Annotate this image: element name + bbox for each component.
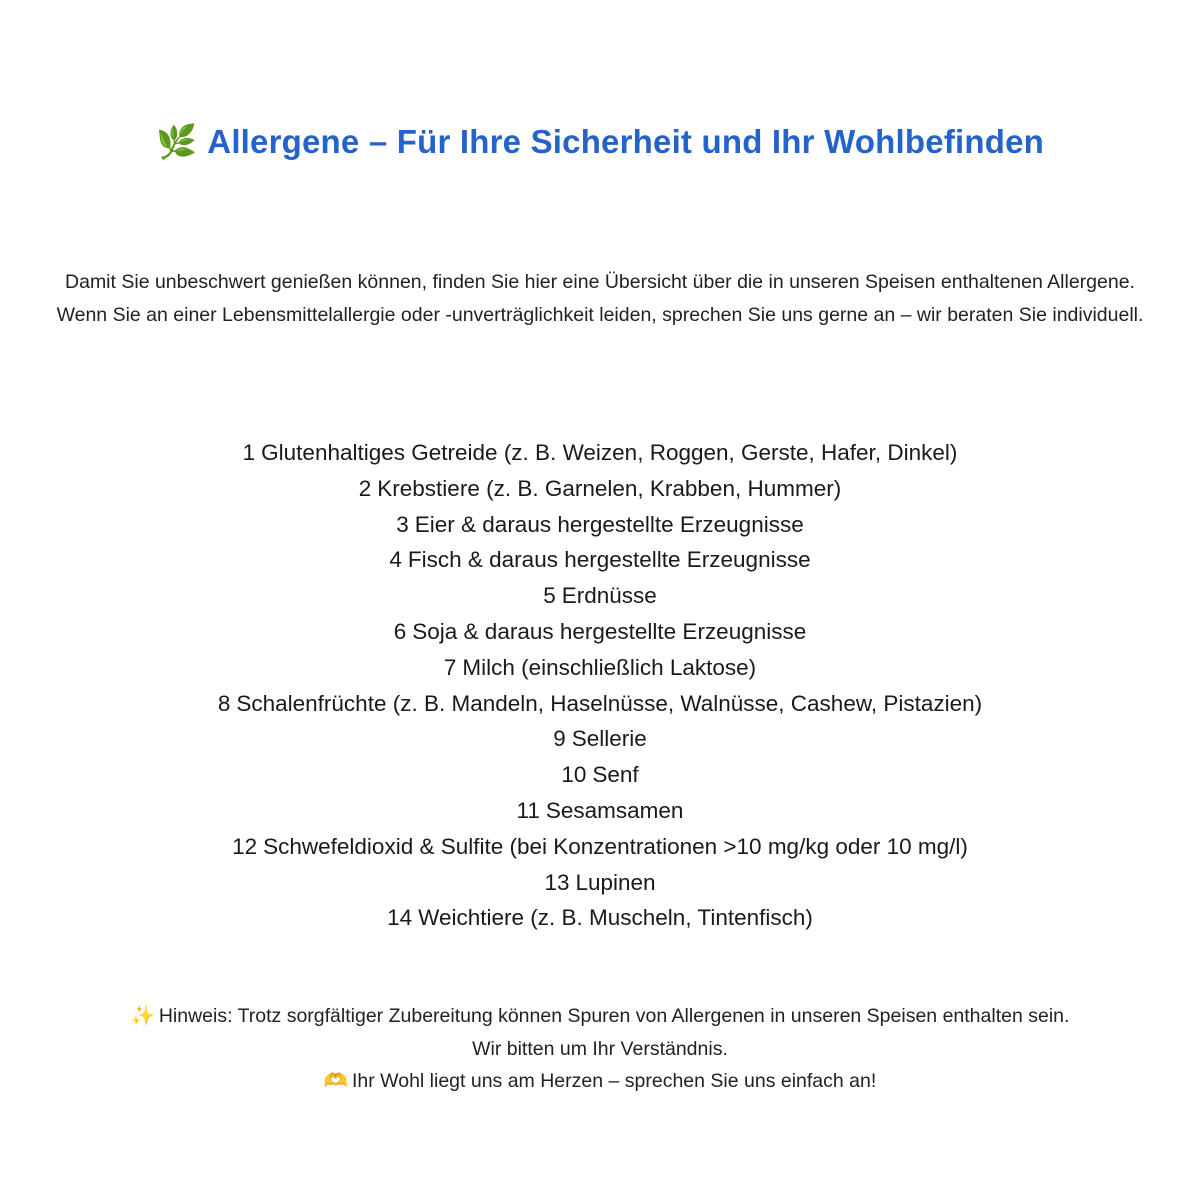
allergen-number: 4: [389, 547, 402, 573]
allergen-label: Sellerie: [571, 726, 647, 752]
allergen-item: [0, 900, 1200, 936]
allergen-label: Soja & daraus hergestellte Erzeugnisse: [412, 618, 807, 644]
allergen-list: [0, 435, 1200, 936]
herb-icon: 🌿: [155, 123, 198, 160]
allergen-item: [0, 829, 1200, 865]
allergen-label: Krebstiere (z. B. Garnelen, Krabben, Hummer): [377, 475, 842, 501]
allergen-number: 5: [543, 583, 556, 609]
notice-text: Hinweis: Trotz sorgfältiger Zubereitung können Spuren von Allergenen in unseren Speisen enthalten sein.: [158, 1005, 1070, 1027]
allergen-item: [0, 471, 1200, 507]
heart-hands-icon: 🫶: [323, 1070, 348, 1092]
allergen-label: Lupinen: [575, 869, 656, 895]
closing-text: Ihr Wohl liegt uns am Herzen – sprechen Sie uns einfach an!: [352, 1070, 877, 1092]
allergen-item: [0, 507, 1200, 543]
allergen-number: 7: [443, 654, 457, 680]
allergen-item: [0, 614, 1200, 650]
allergen-item: [0, 721, 1200, 757]
notice-section: [40, 1000, 1160, 1098]
allergen-item: [0, 793, 1200, 829]
allergen-label: Eier & daraus hergestellte Erzeugnisse: [414, 511, 804, 537]
allergen-label: Senf: [592, 762, 639, 788]
allergen-item: [0, 865, 1200, 901]
allergen-item: [0, 757, 1200, 793]
allergen-label: Fisch & daraus hergestellte Erzeugnisse: [407, 547, 811, 573]
allergen-number: 2: [358, 475, 372, 501]
allergen-item: [0, 650, 1200, 686]
allergen-number: 12: [232, 833, 258, 859]
notice-thanks: Wir bitten um Ihr Verständnis.: [472, 1037, 728, 1060]
allergen-number: 14: [387, 905, 413, 931]
allergen-number: 3: [396, 511, 409, 537]
allergen-label: Milch (einschließlich Laktose): [462, 654, 757, 680]
allergen-item: [0, 542, 1200, 578]
allergen-label: Weichtiere (z. B. Muscheln, Tintenfisch): [418, 905, 813, 931]
allergen-number: 8: [217, 690, 231, 716]
allergen-number: 6: [393, 618, 407, 644]
allergen-number: 10: [561, 762, 587, 788]
allergen-label: Schwefeldioxid & Sulfite (bei Konzentrationen >10 mg/kg oder 10 mg/l): [263, 833, 968, 859]
page-title: [0, 118, 1200, 166]
allergen-item: [0, 686, 1200, 722]
allergen-label: Glutenhaltiges Getreide (z. B. Weizen, Roggen, Gerste, Hafer, Dinkel): [261, 440, 958, 465]
allergen-item: [0, 435, 1200, 471]
allergen-label: Sesamsamen: [545, 797, 684, 823]
allergen-item: [0, 578, 1200, 614]
sparkles-icon: ✨: [130, 1005, 155, 1027]
allergen-number: 1: [242, 440, 256, 465]
allergen-number: 13: [544, 869, 570, 895]
notice-line: [40, 1000, 1160, 1033]
allergen-number: 11: [516, 797, 540, 823]
closing-line: [40, 1065, 1160, 1098]
page-title-text: Allergene – Für Ihre Sicherheit und Ihr Wohlbefinden: [207, 123, 1045, 160]
allergen-label: Erdnüsse: [561, 583, 657, 609]
allergen-number: 9: [553, 726, 566, 752]
allergen-label: Schalenfrüchte (z. B. Mandeln, Haselnüsse, Walnüsse, Cashew, Pistazien): [236, 690, 983, 716]
intro-paragraph: Damit Sie unbeschwert genießen können, finden Sie hier eine Übersicht über die in unseren Speisen enthaltenen Allergene. Wenn Sie an einer Lebensmittelallergie oder -unverträglichkeit leiden, sprechen Sie uns gerne an – wir beraten Sie individuell.: [56, 271, 1144, 326]
